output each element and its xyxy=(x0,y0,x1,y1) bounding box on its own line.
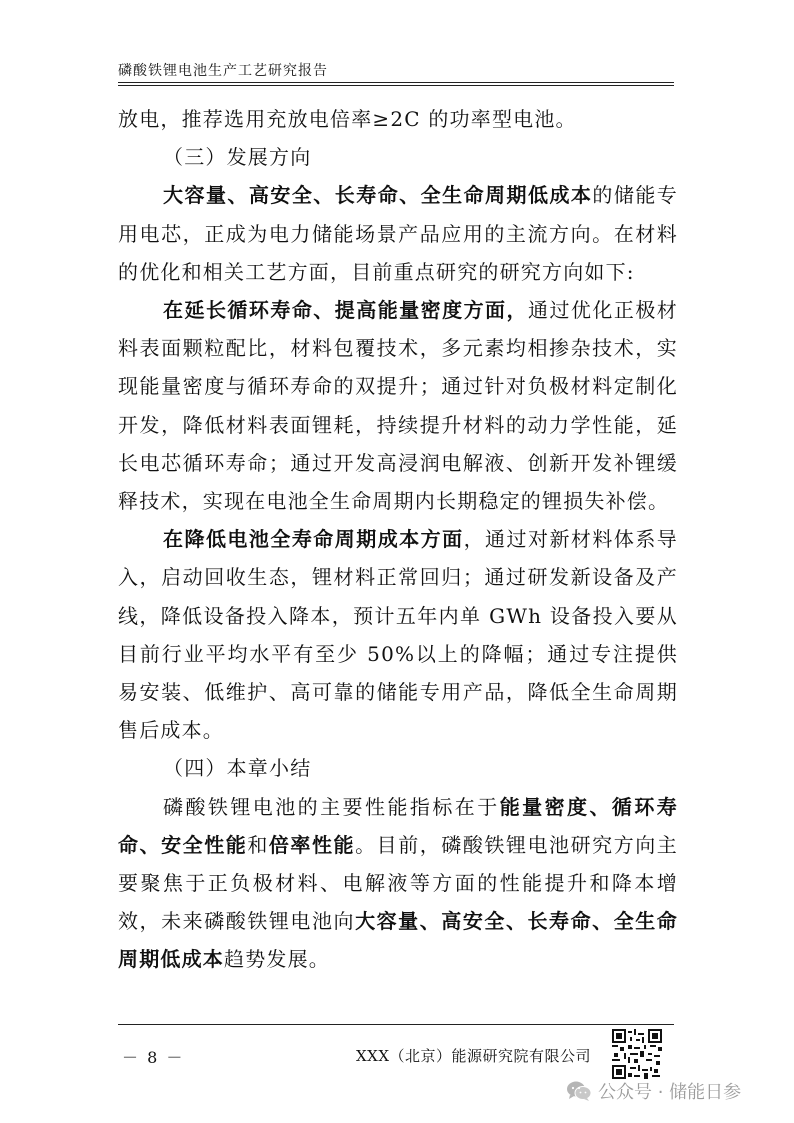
paragraph-text: 磷酸铁锂电池的主要性能指标在于 xyxy=(163,794,500,819)
bold-phrase: 在延长循环寿命、提高能量密度方面， xyxy=(163,298,528,323)
paragraph-cost xyxy=(118,520,678,749)
paragraph-text: 。目前，磷酸铁锂电池研究方向主要聚焦于正负极材料、电解液等方面的性能提升和降本增效，未来磷酸铁锂电池向 xyxy=(118,832,679,934)
page-number: － 8 － xyxy=(122,1048,185,1067)
section-heading-summary: （四）本章小结 xyxy=(163,756,312,781)
paragraph-text: 趋势发展。 xyxy=(224,947,330,972)
paragraph-cycle-life xyxy=(118,291,678,520)
qr-code-icon xyxy=(612,1029,662,1079)
company-name: XXX（北京）能源研究院有限公司 xyxy=(356,1047,592,1065)
paragraph-development xyxy=(118,176,678,291)
footer-rule xyxy=(118,1024,674,1025)
document-body xyxy=(118,100,678,979)
paragraph-text: ，通过对新材料体系导入，启动回收生态，锂材料正常回归；通过研发新设备及产线，降低设备投入降本，预计五年内单 GWh 设备投入要从目前行业平均水平有至少 50%以上的降幅；通过专注提供易安装、低维护、高可靠的储能专用产品，降低全生命周期售后成本。 xyxy=(118,527,678,743)
wechat-icon xyxy=(566,1080,592,1102)
paragraph-continuation: 放电，推荐选用充放电倍率≥2C 的功率型电池。 xyxy=(118,107,577,131)
watermark-text: 公众号 · 储能日参 xyxy=(598,1082,742,1103)
wechat-watermark xyxy=(566,1076,741,1106)
paragraph-text: 和 xyxy=(247,832,269,857)
bold-phrase: 能量密度、循环寿命、安全性能 xyxy=(118,794,679,857)
paragraph-summary xyxy=(118,788,678,979)
bold-phrase: 大容量、高安全、长寿命、全生命周期低成本 xyxy=(163,183,593,208)
bold-phrase: 在降低电池全寿命周期成本方面 xyxy=(163,527,464,552)
page-header-title: 磷酸铁锂电池生产工艺研究报告 xyxy=(118,63,328,79)
header-rule-double xyxy=(118,85,674,86)
paragraph-text: 通过优化正极材料表面颗粒配比，材料包覆技术，多元素均相掺杂技术，实现能量密度与循环寿命的双提升；通过针对负极材料定制化开发，降低材料表面锂耗，持续提升材料的动力学性能，延长电芯循环寿命；通过开发高浸润电解液、创新开发补锂缓释技术，实现在电池全生命周期内长期稳定的锂损失补偿。 xyxy=(118,298,678,514)
header-rule xyxy=(118,82,674,83)
section-heading-development: （三）发展方向 xyxy=(163,145,312,170)
bold-phrase: 大容量、高安全、长寿命、全生命周期低成本 xyxy=(118,909,679,972)
bold-phrase: 倍率性能 xyxy=(268,832,356,857)
paragraph-text: 的储能专用电芯，正成为电力储能场景产品应用的主流方向。在材料的优化和相关工艺方面，目前重点研究的研究方向如下: xyxy=(118,183,678,284)
